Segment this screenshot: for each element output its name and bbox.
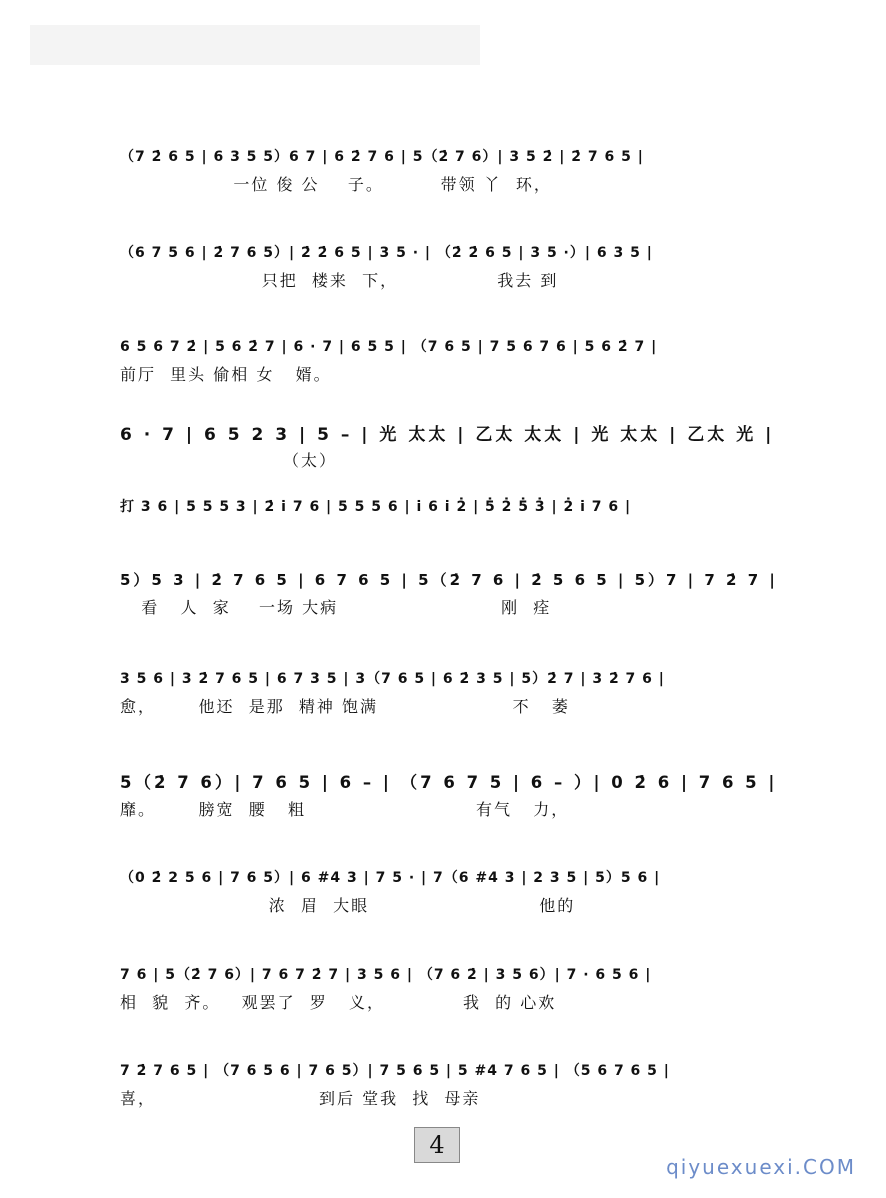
page-number: 4	[414, 1127, 460, 1163]
notation-line: 5（2̇ 7 6）| 7 6 5 | 6 – | （7 6 7 5 | 6 – ）| 0 2̇ 6 | 7 6 5 |	[120, 773, 778, 792]
lyrics-line: 喜， 到后 堂我 找 母亲	[120, 1089, 481, 1108]
score-system	[120, 416, 780, 474]
lyrics-line: （太）	[120, 451, 337, 470]
notation-line: （7 2̇ 6 5 | 6 3 5 5）6 7 | 6 2̇ 7 6 | 5（2̇ 7 6）| 3 5 2̇ | 2̇ 7 6 5 |	[120, 149, 644, 165]
score-system	[120, 236, 780, 294]
score-system	[120, 861, 780, 919]
score-system	[120, 330, 780, 388]
site-watermark: qiyuexuexi.COM	[666, 1155, 856, 1179]
lyrics-line: 愈， 他还 是那 精神 饱满 不 萎	[120, 697, 570, 716]
score-system	[120, 490, 780, 548]
score-system	[120, 958, 780, 1016]
lyrics-line	[120, 522, 780, 548]
notation-line: 5）5 3 | 2̇ 7 6 5 | 6 7 6 5 | 5（2̇ 7 6 | 2̇ 5 6 5 | 5）7 | 7 2̇ 7 |	[120, 570, 778, 589]
notation-line: 打 3 6 | 5 5 5 3 | 2̇ i̇ 7 6 | 5 5 5 6 | i̇ 6 i̇ 2̇ | 5̇ 2̇ 5̇ 3̇ | 2̇ i̇ 7 6 |	[120, 499, 632, 515]
lyrics-line: 前厅 里头 偷相 女 婿。	[120, 365, 332, 384]
notation-line: 3 5 6 | 3 2̇ 7 6 5 | 6 7 3 5 | 3（7 6 5 | 6 2̇ 3 5 | 5）2̇ 7 | 3 2̇ 7 6 |	[120, 671, 665, 687]
score-system	[120, 662, 780, 720]
notation-line: 6 · 7 | 6 5 2 3 | 5 – | 光 太太 | 乙太 太太 | 光 太太 | 乙太 光 |	[120, 424, 775, 445]
notation-line: 7 6 | 5（2̇ 7 6）| 7 6 7 2̇ 7 | 3 5 6 | （7 6 2̇ | 3 5 6）| 7 · 6 5 6 |	[120, 967, 652, 983]
notation-line: 7 2̇ 7 6 5 | （7 6 5 6 | 7 6 5）| 7 5 6 5 | 5 #4 7 6 5 | （5 6 7 6 5 |	[120, 1063, 670, 1079]
lyrics-line: 浓 眉 大眼 他的	[120, 896, 576, 915]
notation-line: 6 5 6 7 2̇ | 5 6 2̇ 7 | 6 · 7 | 6 5 5 | （7 6 5 | 7 5 6 7 6 | 5 6 2̇ 7 |	[120, 339, 658, 355]
lyrics-line: 靡。 膀宽 腰 粗 有气 力，	[120, 800, 570, 819]
score-system	[120, 140, 780, 198]
score-system	[120, 1054, 780, 1112]
scan-shade	[30, 25, 480, 65]
lyrics-line: 看 人 家 一场 大病 刚 痊	[120, 598, 552, 617]
lyrics-line: 相 貌 齐。 观罢了 罗 义， 我 的 心欢	[120, 993, 557, 1012]
notation-line: （6 7 5 6 | 2̇ 7 6 5）| 2̇ 2̇ 6 5 | 3 5 · | （2̇ 2̇ 6 5 | 3 5 ·）| 6 3 5 |	[120, 245, 653, 261]
lyrics-line: 一位 俊 公 子。 带领 丫 环，	[120, 175, 552, 194]
lyrics-line: 只把 楼来 下， 我去 到	[120, 271, 559, 290]
notation-line: （0 2̇ 2 5 6 | 7 6 5）| 6 #4 3 | 7 5 · | 7（6 #4 3 | 2 3 5 | 5）5 6 |	[120, 870, 661, 886]
score-system	[120, 563, 780, 621]
score-system	[120, 765, 780, 823]
